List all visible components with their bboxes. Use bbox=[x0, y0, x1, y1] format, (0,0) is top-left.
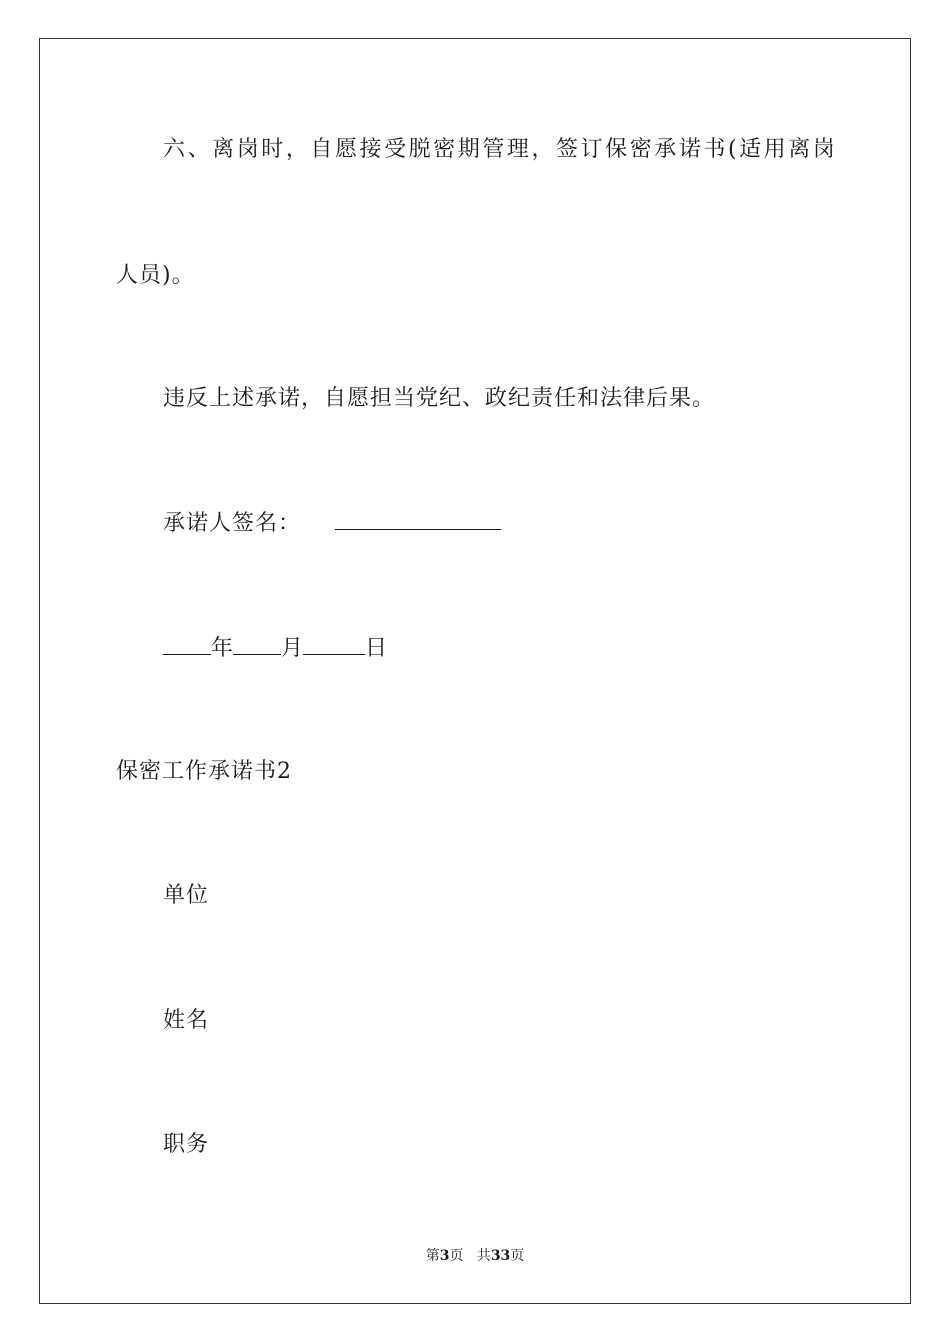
signature-blank[interactable] bbox=[335, 509, 501, 530]
para-six-char: 离 bbox=[788, 137, 811, 162]
month-blank[interactable] bbox=[233, 634, 281, 655]
para-six-char: 岗 bbox=[236, 137, 259, 162]
section-title: 保密工作承诺书2 bbox=[116, 759, 292, 784]
field-position: 职务 bbox=[163, 1132, 210, 1157]
para-six-char: 保 bbox=[605, 137, 628, 162]
para-six-char: 、 bbox=[187, 137, 210, 162]
para-six-char: 密 bbox=[629, 137, 652, 162]
para-six-char: 适 bbox=[739, 137, 762, 162]
para-six-char: 自 bbox=[310, 137, 333, 162]
day-label: 日 bbox=[365, 636, 388, 661]
field-unit: 单位 bbox=[163, 883, 210, 908]
date-row bbox=[163, 634, 387, 663]
violation-statement: 违反上述承诺，自愿担当党纪、政纪责任和法律后果。 bbox=[163, 386, 716, 411]
para-six-char: 订 bbox=[580, 137, 603, 162]
para-six-char: ， bbox=[531, 137, 554, 162]
para-six-char: 签 bbox=[556, 137, 579, 162]
para-six-char: 岗 bbox=[812, 137, 835, 162]
para-six-char: ( bbox=[727, 137, 737, 162]
para-six-char: 脱 bbox=[408, 137, 431, 162]
para-six-char: 六 bbox=[163, 137, 186, 162]
signature-row bbox=[163, 509, 501, 538]
year-blank[interactable] bbox=[163, 634, 211, 655]
page-number: 3 bbox=[439, 1248, 450, 1264]
total-suffix: 页 bbox=[510, 1248, 525, 1264]
para-six-char: 受 bbox=[384, 137, 407, 162]
page-prefix: 第 bbox=[425, 1248, 440, 1264]
page-border bbox=[39, 38, 911, 1304]
para-six-char: 用 bbox=[763, 137, 786, 162]
para-six-char: 时 bbox=[261, 137, 284, 162]
total-pages: 33 bbox=[490, 1248, 511, 1264]
para-six-char: 理 bbox=[506, 137, 529, 162]
field-name: 姓名 bbox=[163, 1008, 210, 1033]
para-six-char: 愿 bbox=[334, 137, 357, 162]
year-label: 年 bbox=[211, 636, 234, 661]
page-suffix: 页 bbox=[449, 1248, 464, 1264]
para-six-char: 密 bbox=[433, 137, 456, 162]
para-six-char: 承 bbox=[654, 137, 677, 162]
para-six-char: 诺 bbox=[678, 137, 701, 162]
month-label: 月 bbox=[281, 636, 304, 661]
paragraph-six-line-2: 人员)。 bbox=[116, 263, 195, 288]
para-six-char: 离 bbox=[212, 137, 235, 162]
para-six-char: 管 bbox=[482, 137, 505, 162]
para-six-char: ， bbox=[285, 137, 308, 162]
signature-label: 承诺人签名： bbox=[163, 511, 302, 536]
paragraph-six-line-1 bbox=[163, 136, 835, 164]
para-six-char: 接 bbox=[359, 137, 382, 162]
total-prefix: 共 bbox=[476, 1248, 491, 1264]
day-blank[interactable] bbox=[303, 634, 365, 655]
para-six-char: 书 bbox=[703, 137, 726, 162]
page-footer bbox=[0, 1246, 950, 1266]
para-six-char: 期 bbox=[457, 137, 480, 162]
